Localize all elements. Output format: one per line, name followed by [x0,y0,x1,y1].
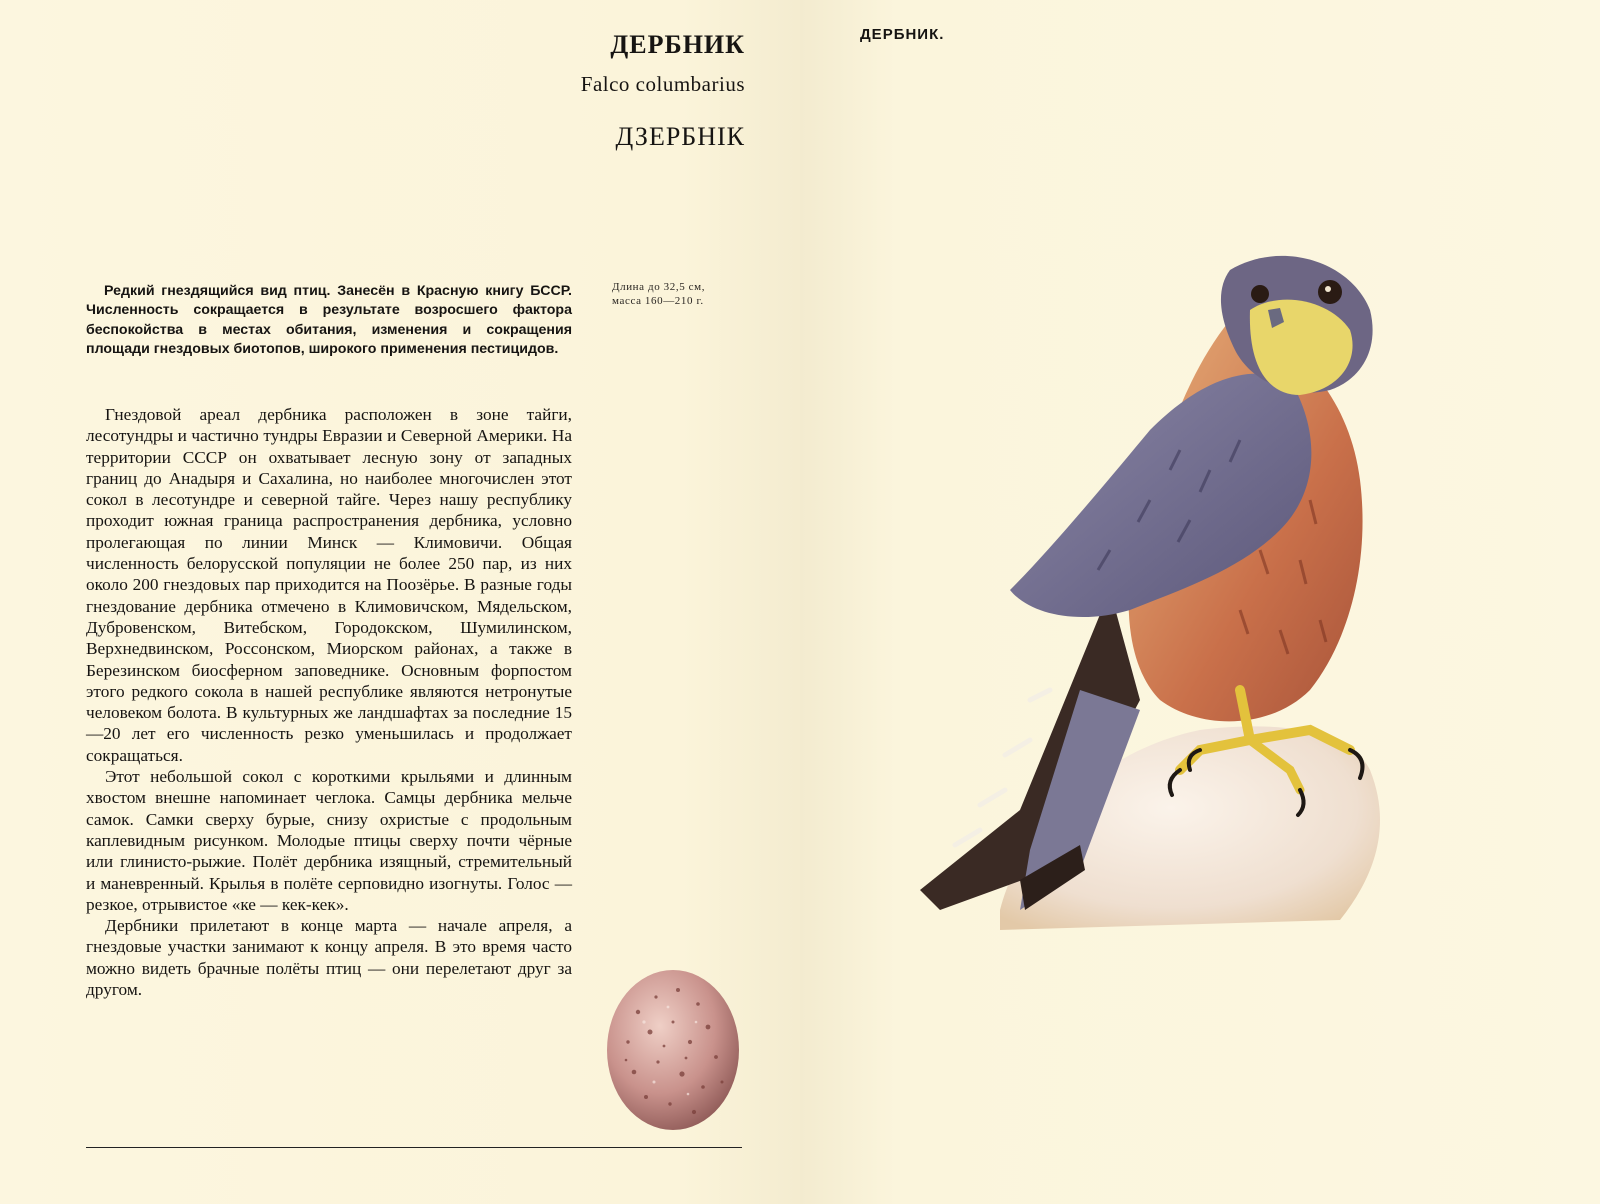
merlin-illustration-icon [880,230,1440,950]
species-title-latin: Falco columbarius [580,72,745,96]
bottom-rule [86,1147,742,1148]
paragraph-arrival: Дербники прилетают в конце марта — начале апреля, а гнездовые участки занимают к концу апреля. В это время часто можно видеть брачные полёты птиц — они перелетают друг за другом. [86,916,572,1000]
paragraph-description: Этот небольшой сокол с короткими крыльями и длинным хвостом внешне напоминает чеглока. Самцы дербника мельче самок. Самки сверху бурые, снизу охристые с продольным каплевидным рисунком. Молодые птицы сверху почти чёрные или глинисто-рыжие. Полёт дербника изящный, стремительный и маневренный. Крылья в полёте серповидно изогнуты. Голос — резкое, отрывистое «ке — кек-кек». [86,767,572,914]
length-measure: Длина до 32,5 см, [612,281,706,293]
mass-measure: масса 160—210 г. [612,295,704,307]
paragraph-range: Гнездовой ареал дербника расположен в зоне тайги, лесотундры и частично тундры Евразии и Северной Америки. На территории СССР он охватывает лесную зону от западных границ до Анадыря и Сахалина, но наиболее многочислен этот сокол в лесотундре и северной тайге. Через нашу республику проходит южная граница распространения дербника, условно пролегающая по линии Минск — Климовичи. Общая численность белорусской популяции не более 250 пар, из них около 200 гнездовых пар приходится на Поозёрье. В разные годы гнездование дербника отмечено в Климовичском, Мядельском, Дубровенском, Витебском, Городокском, Шумилинском, Верхнедвинском, Россонском, Миорском районах, а также в Березинском биосферном заповеднике. Основным форпостом этого редкого сокола в нашей республике являются нетронутые человеком болота. В культурных же ландшафтах за последние 15—20 лет его численность резко уменьшилась и продолжает сокращаться. [86,405,572,765]
egg-illustration-icon [598,962,748,1132]
size-measures [612,280,752,308]
species-title-belarusian: ДЗЕРБНІК [615,122,745,151]
status-summary: Редкий гнездящийся вид птиц. Занесён в Красную книгу БССР. Численность сокращается в результате возросшего фактора беспокойства в местах обитания, изменения и сокращения площади гнездовых биотопов, широкого применения пестицидов. [86,283,572,358]
running-head: ДЕРБНИК. [860,26,945,43]
species-title-russian: ДЕРБНИК [610,30,745,59]
article-body [86,404,572,1000]
